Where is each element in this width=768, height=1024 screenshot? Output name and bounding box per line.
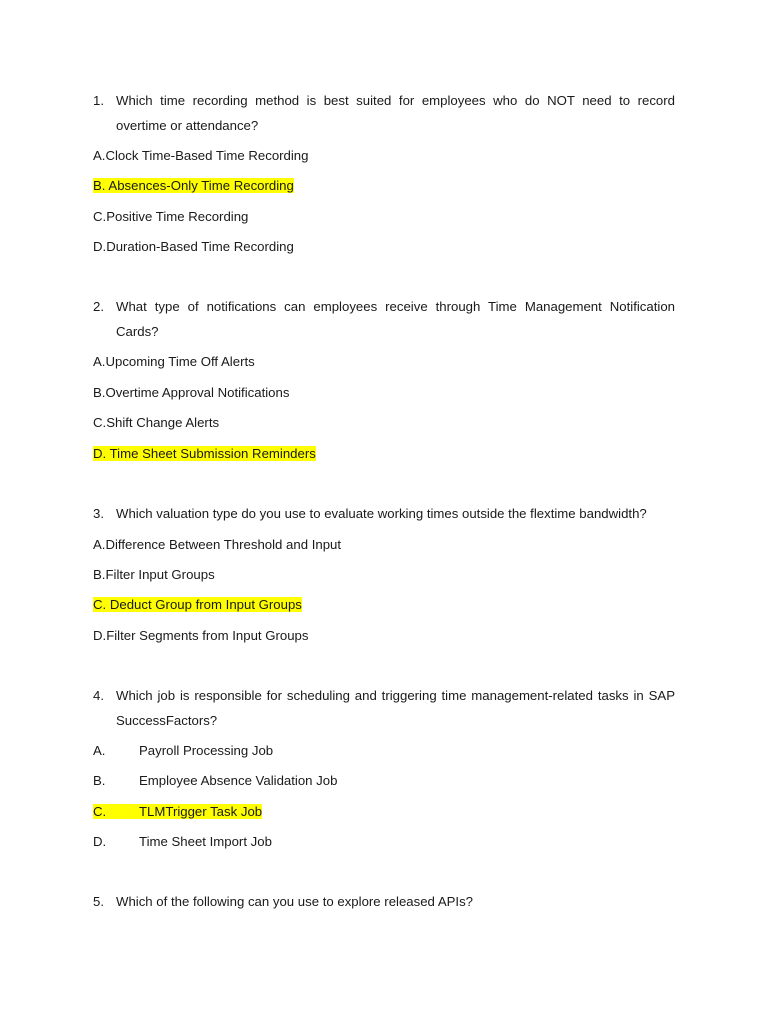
option-1a: [93, 147, 308, 165]
question-text: Which time recording method is best suited for employees who do NOT need to record overtime or attendance?: [116, 93, 675, 133]
option-1b: [93, 177, 294, 195]
question-5: [93, 890, 675, 915]
question-number: 3.: [93, 506, 104, 521]
option-text: Payroll Processing Job: [139, 743, 274, 758]
option-text: A.Clock Time-Based Time Recording: [93, 148, 309, 163]
option-1d: [93, 238, 294, 256]
option-text: C.Positive Time Recording: [93, 209, 249, 224]
option-letter: D.: [93, 834, 107, 849]
question-text: What type of notifications can employees receive through Time Management Notification Cards?: [116, 299, 675, 339]
question-text: Which job is responsible for scheduling and triggering time management-related tasks in SAP SuccessFactors?: [116, 688, 675, 728]
question-number: 2.: [93, 299, 104, 314]
option-3b: [93, 566, 215, 584]
option-3a: [93, 536, 341, 554]
option-4a: [93, 742, 273, 760]
highlighted-answer: C. Deduct Group from Input Groups: [93, 597, 302, 612]
option-letter: A.: [93, 743, 106, 758]
highlighted-answer: B. Absences-Only Time Recording: [93, 178, 294, 193]
question-number: 5.: [93, 894, 104, 909]
option-text: A.Difference Between Threshold and Input: [93, 537, 342, 552]
option-text: B.Overtime Approval Notifications: [93, 385, 290, 400]
question-text: Which of the following can you use to explore released APIs?: [116, 894, 474, 909]
option-2c: [93, 414, 219, 432]
option-4d: [93, 833, 272, 851]
option-letter: C.: [93, 804, 107, 819]
option-text: B.Filter Input Groups: [93, 567, 215, 582]
question-number: 4.: [93, 688, 104, 703]
option-1c: [93, 208, 248, 226]
option-3c: [93, 596, 302, 614]
option-4c: [93, 803, 262, 821]
option-2b: [93, 384, 289, 402]
option-text: C.Shift Change Alerts: [93, 415, 220, 430]
question-3: [93, 502, 675, 527]
option-text: A.Upcoming Time Off Alerts: [93, 354, 255, 369]
option-letter: B.: [93, 773, 106, 788]
option-text: TLMTrigger Task Job: [139, 804, 263, 819]
highlighted-answer: [93, 804, 262, 819]
option-2a: [93, 353, 255, 371]
question-text: Which valuation type do you use to evaluate working times outside the flextime bandwidth?: [116, 506, 647, 521]
option-4b: [93, 772, 337, 790]
option-2d: [93, 445, 316, 463]
option-text: D.Duration-Based Time Recording: [93, 239, 294, 254]
highlighted-answer: D. Time Sheet Submission Reminders: [93, 446, 316, 461]
question-4: [93, 684, 675, 733]
option-text: Employee Absence Validation Job: [139, 773, 338, 788]
option-text: D.Filter Segments from Input Groups: [93, 628, 309, 643]
question-number: 1.: [93, 93, 104, 108]
question-1: [93, 89, 675, 138]
option-3d: [93, 627, 308, 645]
question-2: [93, 295, 675, 344]
option-text: Time Sheet Import Job: [139, 834, 272, 849]
